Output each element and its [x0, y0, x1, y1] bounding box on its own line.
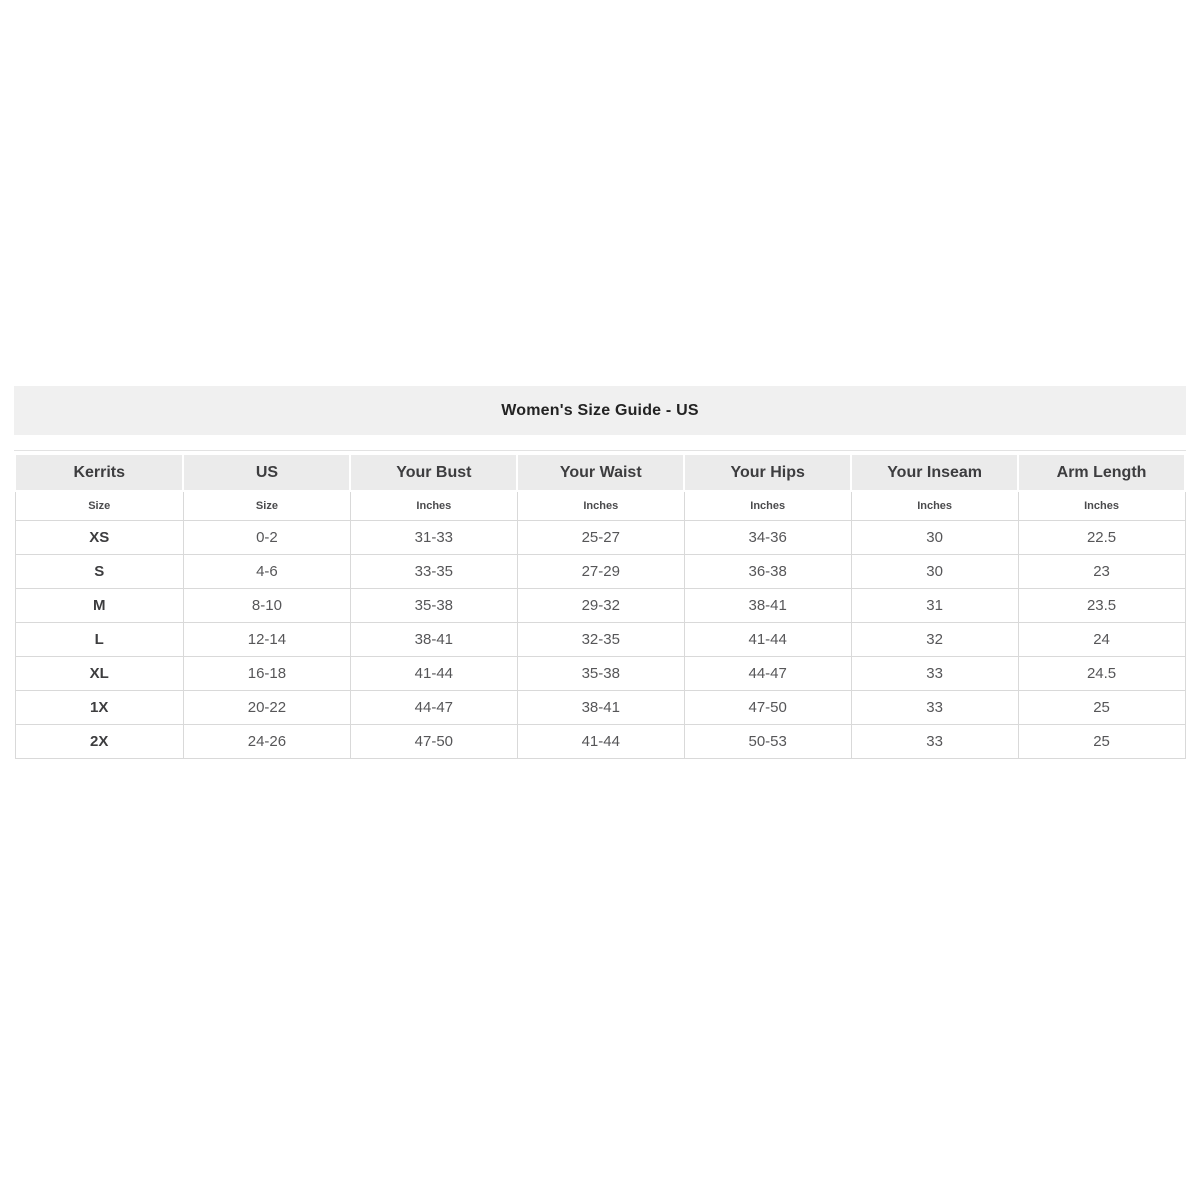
size-guide-table-wrap: [14, 450, 1186, 759]
table-row: [15, 657, 1185, 691]
value-cell: 47-50: [350, 725, 517, 759]
value-cell: 20-22: [183, 691, 350, 725]
value-cell: 12-14: [183, 623, 350, 657]
table-row: [15, 691, 1185, 725]
value-cell: 44-47: [350, 691, 517, 725]
column-header: Your Bust: [350, 454, 517, 491]
value-cell: 38-41: [350, 623, 517, 657]
size-cell: L: [15, 623, 183, 657]
unit-header: Inches: [1018, 491, 1185, 521]
table-row: [15, 725, 1185, 759]
size-guide-table: [14, 453, 1186, 759]
value-cell: 23.5: [1018, 589, 1185, 623]
value-cell: 31: [851, 589, 1018, 623]
value-cell: 44-47: [684, 657, 851, 691]
column-header: Your Inseam: [851, 454, 1018, 491]
table-row: [15, 555, 1185, 589]
value-cell: 41-44: [517, 725, 684, 759]
unit-header: Inches: [350, 491, 517, 521]
value-cell: 0-2: [183, 521, 350, 555]
value-cell: 24: [1018, 623, 1185, 657]
size-cell: S: [15, 555, 183, 589]
value-cell: 4-6: [183, 555, 350, 589]
column-header: Your Waist: [517, 454, 684, 491]
value-cell: 33: [851, 691, 1018, 725]
size-guide-section: [14, 386, 1186, 759]
value-cell: 29-32: [517, 589, 684, 623]
value-cell: 36-38: [684, 555, 851, 589]
value-cell: 38-41: [517, 691, 684, 725]
value-cell: 33-35: [350, 555, 517, 589]
column-header: US: [183, 454, 350, 491]
value-cell: 25: [1018, 691, 1185, 725]
unit-header: Inches: [684, 491, 851, 521]
table-head: [15, 454, 1185, 521]
value-cell: 8-10: [183, 589, 350, 623]
table-row: [15, 589, 1185, 623]
value-cell: 31-33: [350, 521, 517, 555]
value-cell: 32-35: [517, 623, 684, 657]
value-cell: 23: [1018, 555, 1185, 589]
unit-header-row: [15, 491, 1185, 521]
size-cell: XS: [15, 521, 183, 555]
value-cell: 27-29: [517, 555, 684, 589]
value-cell: 22.5: [1018, 521, 1185, 555]
size-cell: 1X: [15, 691, 183, 725]
table-row: [15, 623, 1185, 657]
value-cell: 32: [851, 623, 1018, 657]
size-cell: XL: [15, 657, 183, 691]
column-header: Your Hips: [684, 454, 851, 491]
value-cell: 35-38: [517, 657, 684, 691]
column-header: Arm Length: [1018, 454, 1185, 491]
size-guide-title-bar: [14, 386, 1186, 435]
value-cell: 47-50: [684, 691, 851, 725]
value-cell: 41-44: [684, 623, 851, 657]
value-cell: 24-26: [183, 725, 350, 759]
unit-header: Size: [183, 491, 350, 521]
unit-header: Inches: [851, 491, 1018, 521]
value-cell: 25-27: [517, 521, 684, 555]
size-cell: M: [15, 589, 183, 623]
page-title: Women's Size Guide - US: [501, 402, 699, 419]
value-cell: 34-36: [684, 521, 851, 555]
value-cell: 41-44: [350, 657, 517, 691]
value-cell: 30: [851, 521, 1018, 555]
column-header: Kerrits: [15, 454, 183, 491]
value-cell: 25: [1018, 725, 1185, 759]
column-header-row: [15, 454, 1185, 491]
size-cell: 2X: [15, 725, 183, 759]
table-row: [15, 521, 1185, 555]
value-cell: 16-18: [183, 657, 350, 691]
value-cell: 35-38: [350, 589, 517, 623]
unit-header: Size: [15, 491, 183, 521]
value-cell: 38-41: [684, 589, 851, 623]
value-cell: 24.5: [1018, 657, 1185, 691]
unit-header: Inches: [517, 491, 684, 521]
value-cell: 33: [851, 657, 1018, 691]
value-cell: 50-53: [684, 725, 851, 759]
table-body: [15, 521, 1185, 759]
value-cell: 30: [851, 555, 1018, 589]
value-cell: 33: [851, 725, 1018, 759]
